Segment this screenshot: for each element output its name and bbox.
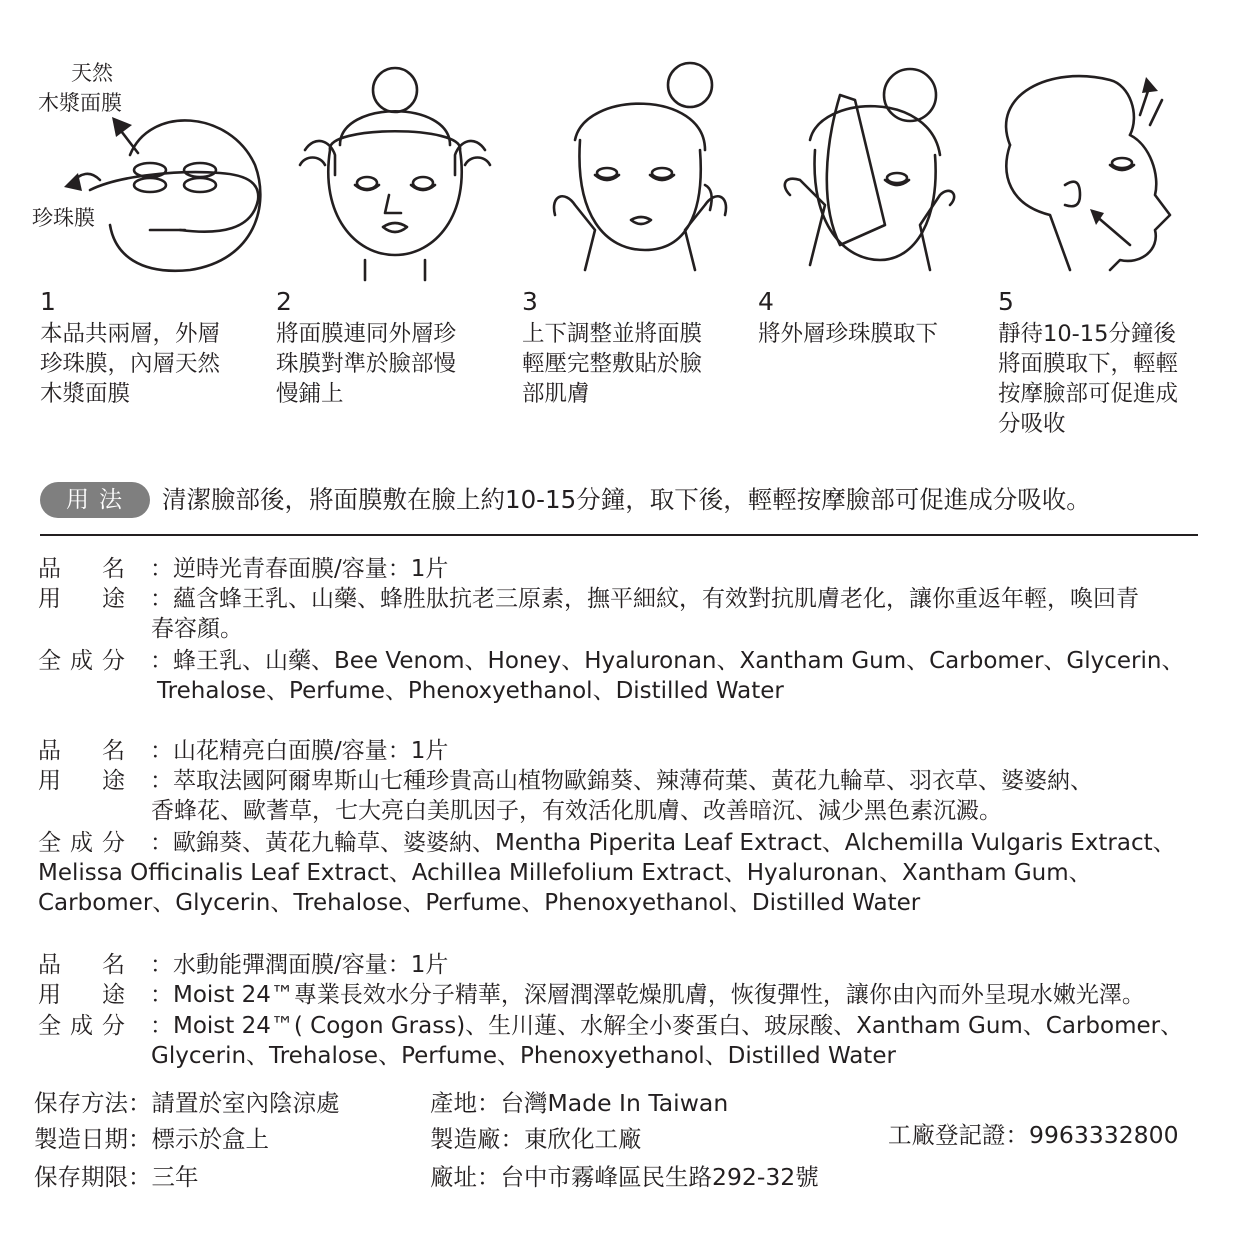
manufacturer: 製造廠：東欣化工廠: [430, 1125, 642, 1153]
step-4: [758, 285, 968, 349]
label-wood-mask-2: 木漿面膜: [38, 91, 122, 115]
step-1: [40, 285, 250, 409]
product-name: ：逆時光青春面膜/容量：1片: [150, 556, 449, 582]
step-text: 將外層珍珠膜取下: [758, 321, 939, 347]
storage-method: 保存方法：請置於室內陰涼處: [34, 1089, 340, 1117]
label-wood-mask: 天然: [71, 61, 113, 85]
step-2: [276, 285, 486, 409]
step-5: [998, 285, 1208, 439]
origin: 產地：台灣Made In Taiwan: [430, 1089, 729, 1117]
product-use: ：萃取法國阿爾卑斯山七種珍貴高山植物歐錦葵、辣薄荷葉、黃花九輪草、羽衣草、婆婆納、: [150, 768, 1093, 794]
usage-text: 清潔臉部後，將面膜敷在臉上約10-15分鐘，取下後，輕輕按摩臉部可促進成分吸收。: [162, 485, 1091, 514]
factory-address: 廠址：台中市霧峰區民生路292-32號: [430, 1163, 819, 1191]
step-text: 將面膜連同外層珍 珠膜對準於臉部慢 慢鋪上: [276, 321, 457, 407]
product-use: ：Moist 24™專業長效水分子精華，深層潤澤乾燥肌膚，恢復彈性，讓你由內而外呈現水嫩光澤。: [150, 982, 1145, 1008]
step-number: 4: [758, 287, 774, 316]
divider: [40, 534, 1198, 536]
step-text: 上下調整並將面膜 輕壓完整敷貼於臉 部肌膚: [522, 321, 703, 407]
step-number: 5: [998, 287, 1014, 316]
product-1-ingredients-cont: Trehalose、Perfume、Phenoxyethanol、Distilled Water: [157, 678, 784, 704]
product-name: ：水動能彈潤面膜/容量：1片: [150, 952, 449, 978]
product-ingredients: ：Moist 24™( Cogon Grass)、生川蓮、水解全小麥蛋白、玻尿酸、Xantham Gum、Carbomer、: [150, 1013, 1184, 1039]
step-number: 3: [522, 287, 538, 316]
illustration-mask-layers: [60, 55, 270, 285]
label-pearl-mask: 珍珠膜: [32, 206, 95, 230]
step-number: 2: [276, 287, 292, 316]
illustration-press-mask: [535, 55, 745, 285]
step-text: 靜待10-15分鐘後 將面膜取下，輕輕 按摩臉部可促進成 分吸收: [998, 321, 1179, 437]
factory-registration: 工廠登記證：9963332800: [888, 1121, 1179, 1149]
product-use: ：蘊含蜂王乳、山藥、蜂胜肽抗老三原素，撫平細紋，有效對抗肌膚老化，讓你重返年輕，喚回青: [150, 586, 1139, 612]
product-1-use-cont: 春容顏。: [151, 616, 243, 642]
product-2-ingredients-cont-2: Carbomer、Glycerin、Trehalose、Perfume、Phenoxyethanol、Distilled Water: [38, 890, 921, 916]
step-number: 1: [40, 287, 56, 316]
product-name: ：山花精亮白面膜/容量：1片: [150, 738, 449, 764]
illustration-massage-face: [990, 55, 1200, 285]
usage-section: [40, 480, 1200, 520]
product-ingredients: ：歐錦葵、黃花九輪草、婆婆納、Mentha Piperita Leaf Extract、Alchemilla Vulgaris Extract、: [150, 830, 1176, 856]
product-ingredients: ：蜂王乳、山藥、Bee Venom、Honey、Hyaluronan、Xantham Gum、Carbomer、Glycerin、: [150, 648, 1185, 674]
step-text: 本品共兩層，外層 珍珠膜，內層天然 木漿面膜: [40, 321, 221, 407]
product-3-ingredients-cont: Glycerin、Trehalose、Perfume、Phenoxyethanol、Distilled Water: [151, 1043, 896, 1069]
illustration-remove-pearl-layer: [765, 55, 975, 285]
manufacture-date: 製造日期：標示於盒上: [34, 1125, 269, 1153]
product-2-use-cont: 香蜂花、歐蓍草，七大亮白美肌因子，有效活化肌膚、改善暗沉、減少黑色素沉澱。: [151, 798, 1002, 824]
step-3: [522, 285, 732, 409]
product-2-ingredients-cont: Melissa Officinalis Leaf Extract、Achillea Millefolium Extract、Hyaluronan、Xantham Gum、: [38, 860, 1092, 886]
usage-badge: 用法: [40, 482, 150, 518]
shelf-life: 保存期限：三年: [34, 1163, 199, 1191]
illustration-apply-mask: [285, 55, 505, 285]
